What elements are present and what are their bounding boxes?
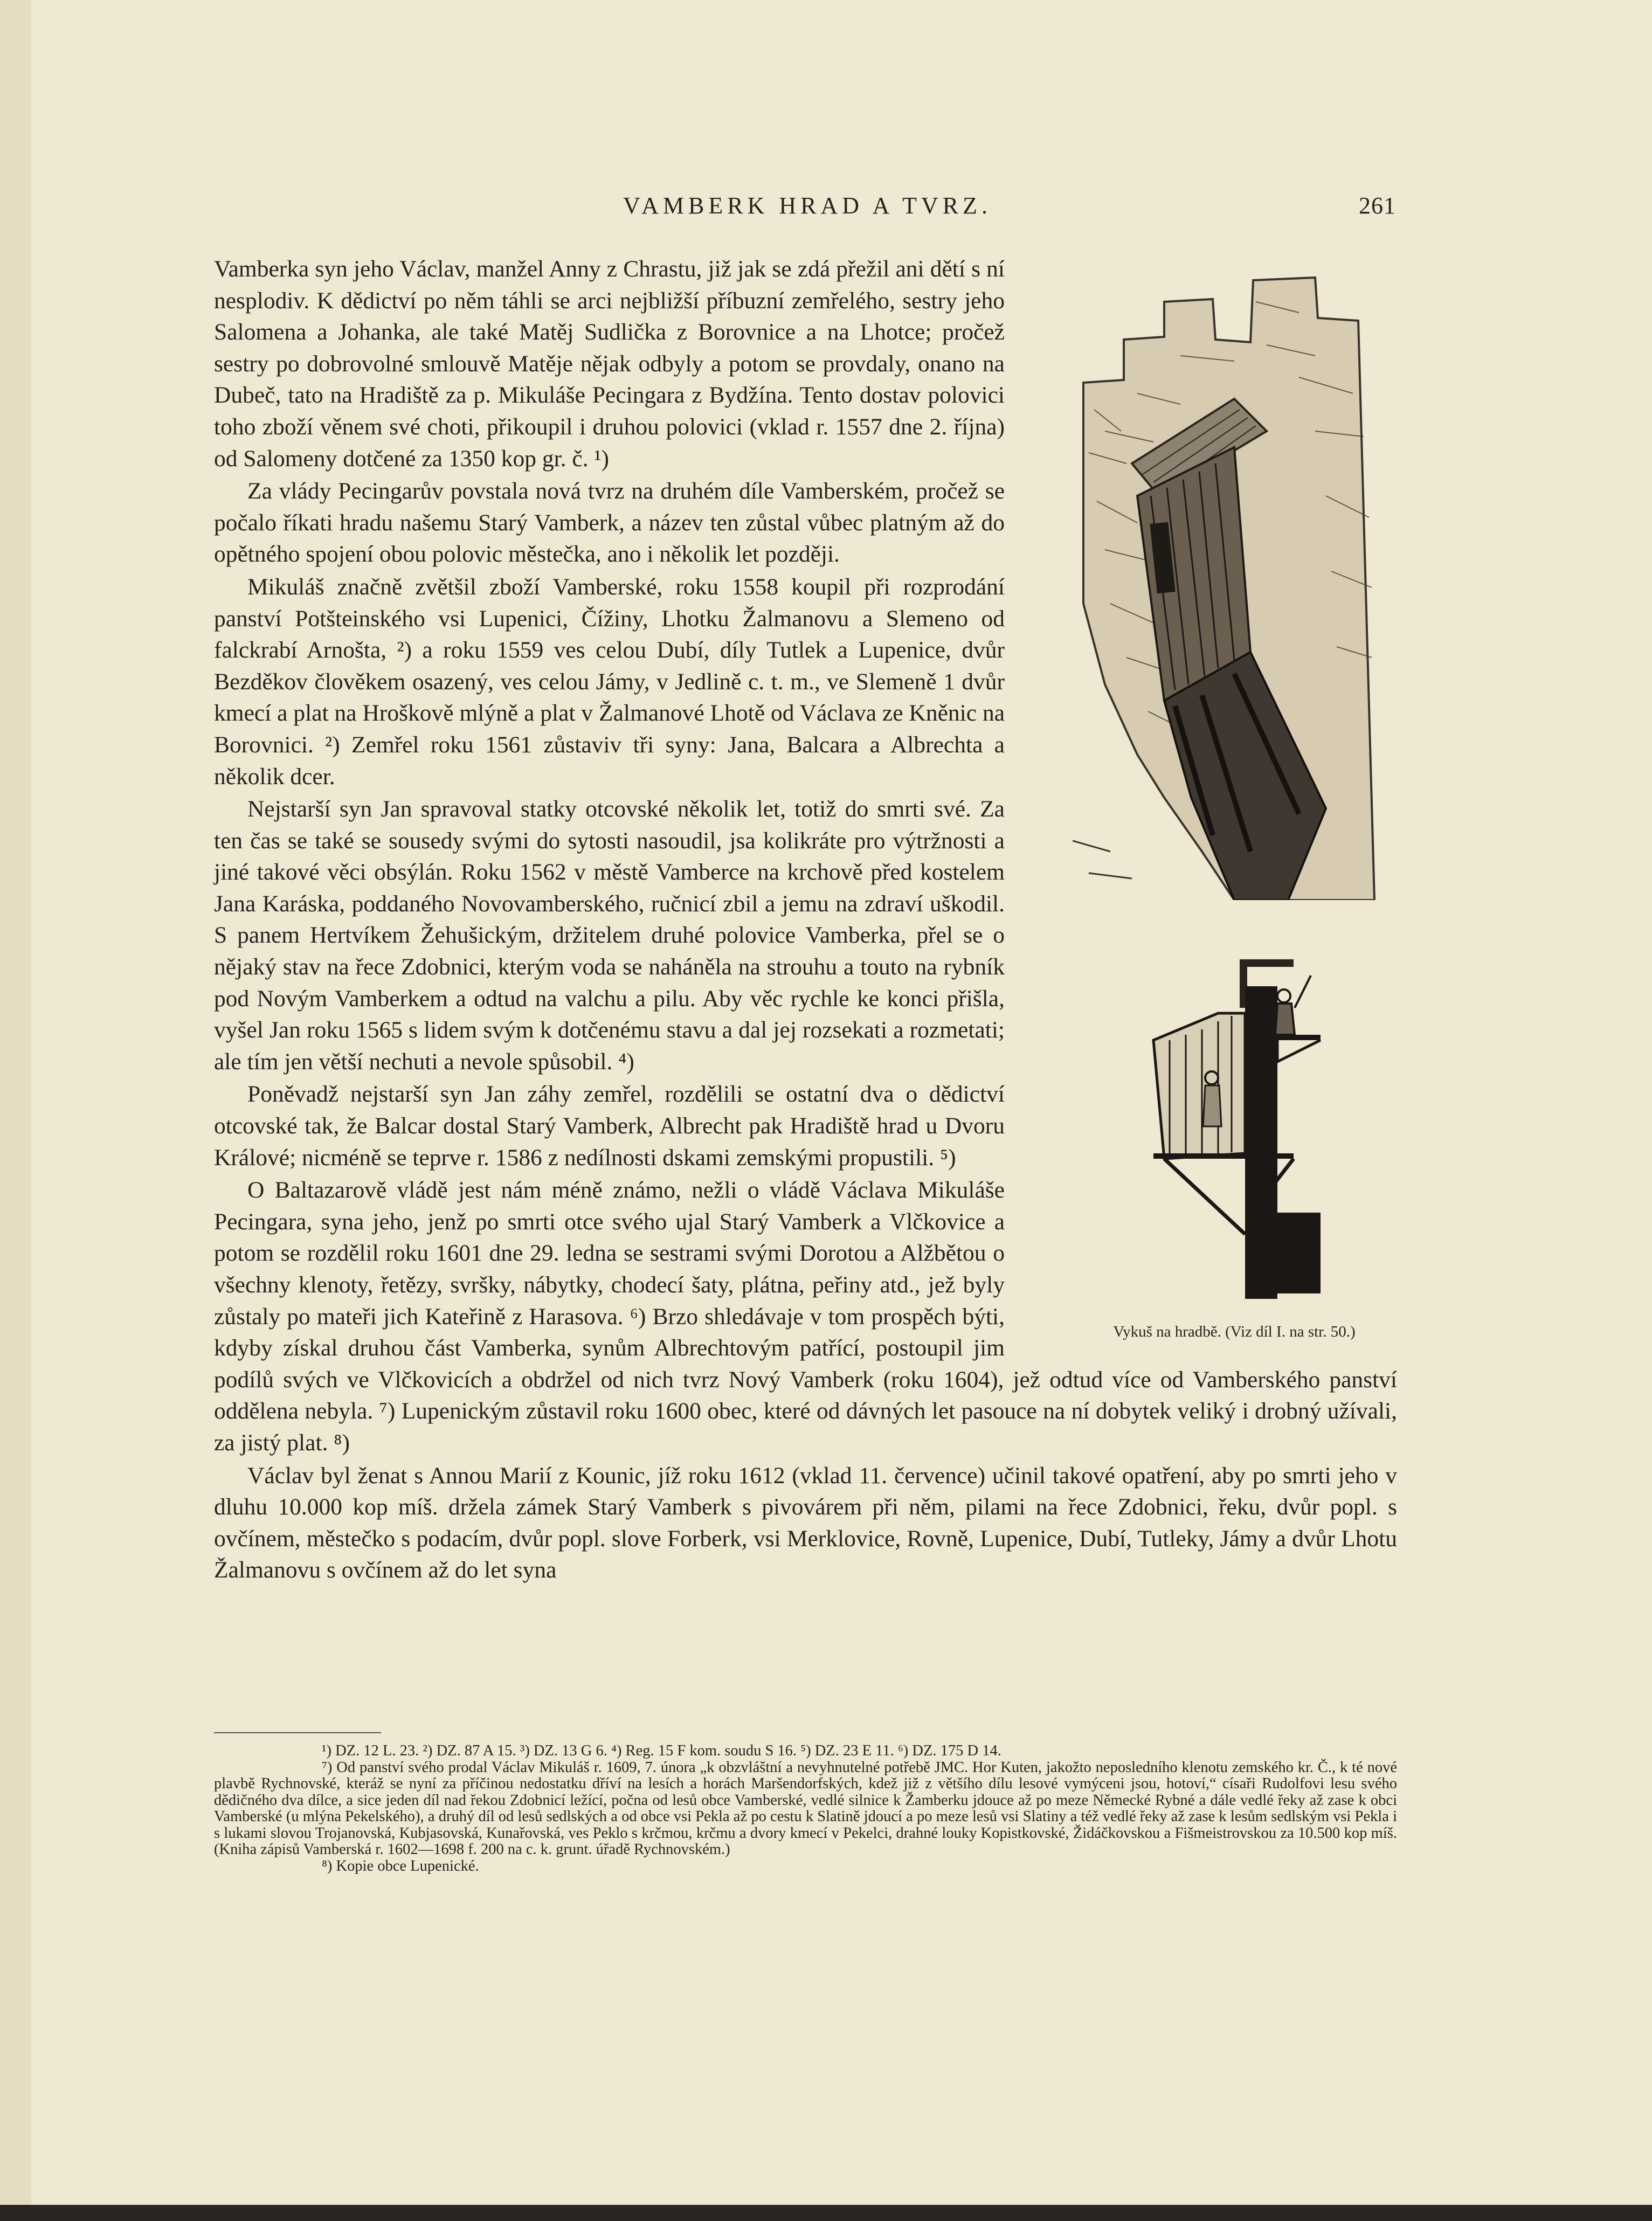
paragraph-4: Nejstarší syn Jan spravoval statky otcovské několik let, totiž do smrti své. Za ten čas se také se sousedy svými do sytosti nasoudil, jsa kolikráte pro výtržnosti a jiné takové věci obsýlán. Roku 1562 v městě Vamberce na krchově před kostelem Jana Karáska, poddaného Novovamberského, ručnicí zbil a jemu na zdraví uškodil. S panem Hertvíkem Žehušickým, držitelem druhé polovice Vamberka, přel se o nějaký stav na řece Zdobnici, kterým voda se naháněla na strouhu a touto na rybník pod Novým Vamberkem a odtud na valchu a pilu. Aby věc rychle ke konci přišla, vyšel Jan roku 1565 s lidem svým k dotčenému stavu a dal jej rozsekati a rozmetati; ale tím jen větší nechuti a nevole spůsobil. ⁴) [214, 796, 1005, 1075]
paragraph-7: Václav byl ženat s Annou Marií z Kounic, jíž roku 1612 (vklad 11. července) učinil takové opatření, aby po smrti jeho v dluhu 10.000 kop míš. držela zámek Starý Vamberk s pivovárem při něm, pilami na řece Zdobnici, řeku, dvůr popl. s ovčínem, městečko s podacím, dvůr popl. slove Forberk, vsi Merklovice, Rovně, Lupenice, Dubí, Tutleky, Jámy a dvůr Lhotu Žalmanovu s ovčínem až do let syna [214, 1462, 1397, 1583]
paragraph-3: Mikuláš značně zvětšil zboží Vamberské, roku 1558 koupil při rozprodání panství Potšteinského vsi Lupenici, Čížiny, Lhotku Žalmanovu a Slemeno od falckrabí Arnošta, ²) a roku 1559 ves celou Dubí, díly Tutlek a Lupenice, dvůr Bezděkov člověkem osazený, ves celou Jámy, v Jedlině c. t. m., ve Slemeně 1 dvůr kmecí a plat na Hroškově mlýně a plat v Žalmanové Lhotě od Václava ze Kněnic na Borovnici. ²) Zemřel roku 1561 zůstaviv tři syny: Jana, Balcara a Albrechta a několik dcer. [214, 573, 1005, 790]
paragraph-5: Poněvadž nejstarší syn Jan záhy zemřel, rozdělili se ostatní dva o dědictví otcovské tak, že Balcar dostal Starý Vamberk, Albrecht pak Hradiště hrad u Dvoru Králové; nicméně se teprve r. 1586 z nedílnosti dskami zemskými propustili. ⁵) [214, 1081, 1005, 1171]
footnote-1-6: ¹) DZ. 12 L. 23. ²) DZ. 87 A 15. ³) DZ. 13 G 6. ⁴) Reg. 15 F kom. soudu S 16. ⁵) DZ. 23 E 11. ⁶) DZ. 175 D 14. [322, 1742, 1001, 1759]
illustration-latrine-section [1143, 954, 1326, 1299]
paragraph-6: O Baltazarově vládě jest nám méně známo, nežli o vládě Václava Mikuláše Pecingara, syna jeho, jenž po smrti otce svého ujal Starý Vamberk a Vlčkovice a potom se rozdělil roku 1601 dne 29. ledna se sestrami svými Dorotou a Alžbětou o všechny klenoty, řetězy, svršky, nábytky, chodecí šaty, plátna, peřiny atd., jež byly zůstaly po mateři jich Kateřině z Harasova. ⁶) Brzo shledávaje v tom prospěch býti, kdyby získal druhou část Vamberka, synům Albrechtovým patřící, postoupil jim podílů svých ve Vlčkovicích a obdržel od nich tvrz Nový Vamberk (roku 1604), jež odtud více od Vamberského panství oddělena nebyla. ⁷) Lupenickým zůstavil roku 1600 obec, které od dávných let pasouce na ní dobytek veliký i drobný užívali, za jistý plat. ⁸) [214, 1177, 1397, 1456]
footnote-7: ⁷) Od panství svého prodal Václav Mikuláš r. 1609, 7. února „k obzvláštní a nevyhnutelné potřebě JMC. Hor Kuten, jakožto neposledního klenotu zemského kr. Č., k té nové plavbě Rychnovské, kteráž se nyní za příčinou nedostatku dříví na lesích a horách Maršendorfských, kdež již z většího dílu lesové vymýceni jsou, hotoví,“ císaři Rudolfovi lesu svého dědičného dva dílce, a sice jeden díl nad řekou Zdobnicí ležící, počna od lesů obce Vamberské, vedlé silnice k Žamberku jdouce až po meze Německé Rybné a dále vedlé řeky až zase k obci Vamberské (u mlýna Pekelského), a druhý díl od lesů sedlských a od obce vsi Pekla až po cestu k Slatině jdoucí a po meze lesů vsi Slatiny a též vedlé řeky až zase k lesům sedlským vsi Pekla i s lukami slovou Trojanovská, Kubjasovská, Kunařovská, ves Peklo s krčmou, krčmu a dvory kmecí v Pekelci, drahné louky Kopistkovské, Židáčkovskou a Fišmeistrovskou za 10.500 kop míš. (Kniha zápisů Vamberská r. 1602—1698 f. 200 na c. k. grunt. úřadě Rychnovském.) [214, 1759, 1397, 1858]
page-margin-band [0, 0, 31, 2221]
paragraph-2: Za vlády Pecingarův povstala nová tvrz na druhém díle Vamberském, pročež se počalo říkati hradu našemu Starý Vamberk, a název ten zůstal vůbec platným až do opětného spojení obou polovic městečka, ano i několik let později. [214, 478, 1005, 568]
paragraph-1: Vamberka syn jeho Václav, manžel Anny z Chrastu, již jak se zdá přežil ani dětí s ní nesplodiv. K dědictví po něm táhli se arci nejbližší příbuzní zemřelého, sestry jeho Salomena a Johanka, ale také Matěj Sudlička z Borovnice a na Lhotce; pročež sestry po dobrovolné smlouvě Matěje nějak odbyly a potom se provdaly, onano na Dubeč, tato na Hradiště za p. Mikuláše Pecingara z Bydžína. Tento dostav polovici toho zboží věnem své choti, přikoupil i druhou polovici (vklad r. 1557 dne 2. října) od Salomeny dotčené za 1350 kop gr. č. ¹) [214, 256, 1005, 472]
scan-edge [0, 2205, 1652, 2221]
footnote-rule [214, 1732, 381, 1733]
figure-caption: Vykuš na hradbě. (Viz díl I. na str. 50.) [1113, 1323, 1356, 1340]
running-title: VAMBERK HRAD A TVRZ. [623, 192, 992, 219]
running-header [216, 192, 1396, 224]
footnote-8: ⁸) Kopie obce Lupenické. [322, 1857, 479, 1874]
footnotes [214, 1743, 1397, 1874]
page-number: 261 [1359, 192, 1396, 219]
illustration-wall-latrine [1073, 269, 1396, 900]
